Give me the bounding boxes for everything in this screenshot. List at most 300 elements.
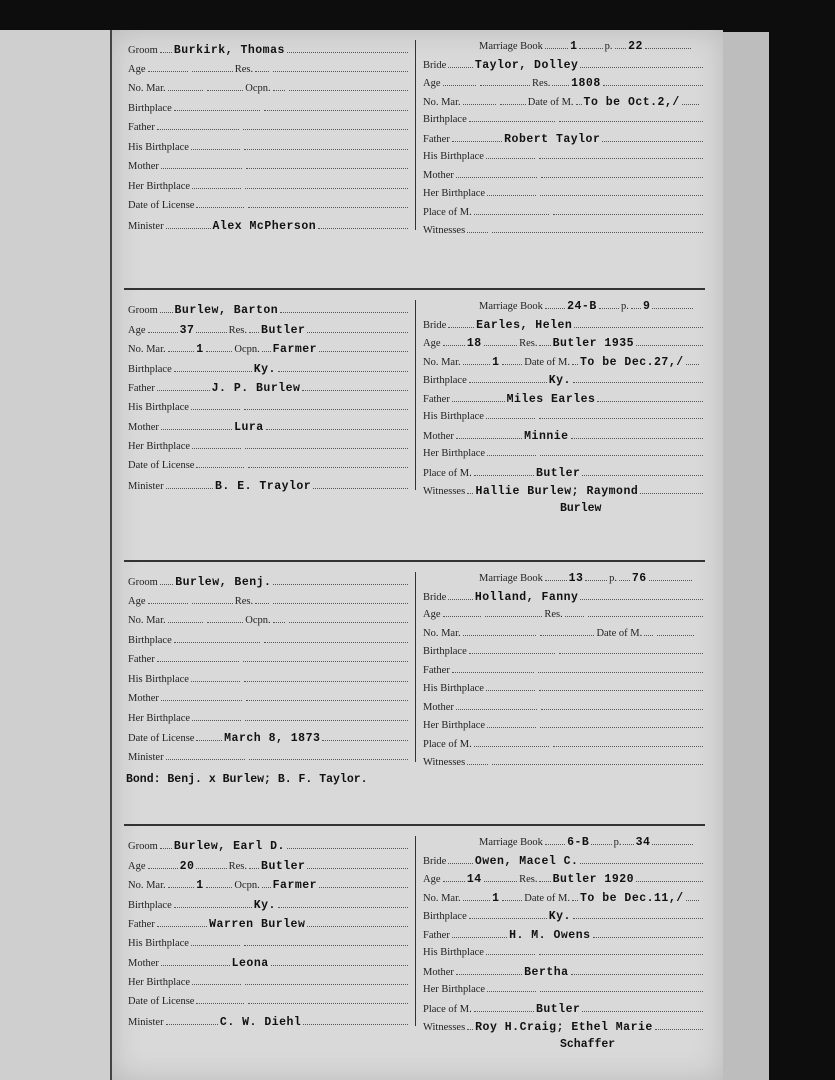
groom-mother-row bbox=[128, 693, 410, 704]
field-value: Bertha bbox=[524, 965, 569, 979]
field-label: His Birthplace bbox=[128, 401, 189, 413]
dotted-rule bbox=[243, 661, 408, 662]
dotted-rule bbox=[245, 188, 408, 189]
dotted-rule bbox=[264, 642, 408, 643]
field-label: Father bbox=[423, 929, 450, 941]
dotted-rule bbox=[574, 327, 703, 328]
dotted-rule bbox=[244, 945, 408, 946]
field-label: No. Mar. bbox=[128, 344, 166, 355]
dotted-rule bbox=[463, 635, 536, 636]
dotted-rule bbox=[623, 844, 633, 845]
dotted-rule bbox=[469, 918, 547, 919]
dotted-rule bbox=[456, 974, 522, 975]
dotted-rule bbox=[603, 85, 703, 86]
groom-father-row bbox=[128, 122, 410, 133]
dotted-rule bbox=[572, 900, 578, 901]
dotted-rule bbox=[148, 868, 178, 869]
dotted-rule bbox=[456, 177, 537, 178]
field-label: Father bbox=[423, 393, 450, 405]
minister-row bbox=[128, 220, 410, 233]
field-label: Marriage Book bbox=[479, 301, 543, 312]
dotted-rule bbox=[448, 599, 473, 600]
dotted-rule bbox=[652, 308, 693, 309]
field-value: March 8, 1873 bbox=[224, 732, 321, 745]
field-label: Birthplace bbox=[423, 375, 467, 386]
dotted-rule bbox=[452, 672, 534, 673]
field-label: Marriage Book bbox=[479, 573, 543, 584]
dotted-rule bbox=[443, 881, 465, 882]
dotted-rule bbox=[539, 881, 550, 882]
field-label: Age bbox=[423, 338, 441, 349]
dotted-rule bbox=[571, 974, 703, 975]
dotted-rule bbox=[161, 168, 242, 169]
field-value: Butler bbox=[536, 466, 581, 480]
field-value: Earles, Helen bbox=[476, 318, 573, 332]
dotted-rule bbox=[273, 603, 408, 604]
groom-his-birthplace-row bbox=[128, 938, 410, 949]
field-label: p. bbox=[613, 837, 622, 848]
field-label: Minister bbox=[128, 1016, 164, 1028]
dotted-rule bbox=[552, 85, 569, 86]
groom-mother-row bbox=[128, 421, 410, 434]
bride-father-row bbox=[423, 665, 705, 676]
groom-row bbox=[128, 44, 410, 57]
place-of-marriage-row bbox=[423, 207, 705, 218]
minister-row bbox=[128, 480, 410, 493]
field-label: Father bbox=[128, 654, 155, 665]
field-label: Date of M. bbox=[524, 356, 571, 368]
dotted-rule bbox=[588, 616, 703, 617]
groom-row bbox=[128, 840, 410, 853]
field-value: 1 bbox=[196, 879, 204, 892]
bride-her-birthplace-row bbox=[423, 188, 705, 199]
dotted-rule bbox=[448, 863, 473, 864]
dotted-rule bbox=[157, 390, 210, 391]
bride-birthplace-row bbox=[423, 114, 705, 125]
dotted-rule bbox=[174, 110, 260, 111]
bride-nomar-row bbox=[423, 96, 705, 109]
field-value: 18 bbox=[466, 337, 482, 350]
dotted-rule bbox=[469, 382, 547, 383]
field-label: Ocpn. bbox=[234, 880, 260, 891]
field-label: His Birthplace bbox=[423, 151, 484, 162]
dotted-rule bbox=[157, 129, 239, 130]
field-label: p. bbox=[609, 573, 617, 584]
bride-nomar-row bbox=[423, 892, 705, 905]
dotted-rule bbox=[157, 926, 207, 927]
field-label: Birthplace bbox=[423, 114, 467, 125]
dotted-rule bbox=[580, 67, 703, 68]
dotted-rule bbox=[599, 308, 619, 309]
dotted-rule bbox=[474, 475, 534, 476]
dotted-rule bbox=[559, 653, 703, 654]
dotted-rule bbox=[319, 351, 408, 352]
dotted-rule bbox=[168, 887, 195, 888]
groom-age-row bbox=[128, 596, 410, 607]
dotted-rule bbox=[484, 881, 517, 882]
dotted-rule bbox=[467, 232, 488, 233]
card-divider bbox=[415, 572, 416, 762]
bride-mother-row bbox=[423, 430, 705, 443]
dotted-rule bbox=[484, 345, 517, 346]
field-label: Ocpn. bbox=[245, 83, 271, 94]
dotted-rule bbox=[559, 121, 703, 122]
license-date-row bbox=[128, 460, 410, 471]
field-label: No. Mar. bbox=[423, 356, 461, 368]
dotted-rule bbox=[287, 848, 408, 849]
bride-nomar-row bbox=[423, 628, 705, 639]
field-label: Groom bbox=[128, 45, 158, 56]
dotted-rule bbox=[307, 868, 408, 869]
field-label: Age bbox=[423, 874, 441, 885]
groom-father-row bbox=[128, 654, 410, 665]
dotted-rule bbox=[161, 429, 232, 430]
marriage-book-row bbox=[479, 40, 705, 53]
dotted-rule bbox=[486, 690, 535, 691]
field-label: Her Birthplace bbox=[423, 448, 486, 459]
marriage-book-row bbox=[479, 836, 705, 849]
field-value: 24-B bbox=[567, 300, 597, 313]
dotted-rule bbox=[652, 844, 693, 845]
groom-birthplace-row bbox=[128, 635, 410, 646]
dotted-rule bbox=[191, 945, 240, 946]
field-value: 9 bbox=[642, 300, 651, 313]
dotted-rule bbox=[160, 52, 172, 53]
dotted-rule bbox=[248, 207, 408, 208]
field-label: p. bbox=[620, 301, 629, 312]
right-film-margin bbox=[723, 32, 769, 1080]
dotted-rule bbox=[148, 71, 189, 72]
dotted-rule bbox=[191, 409, 240, 410]
dotted-rule bbox=[573, 382, 703, 383]
bride-age-row bbox=[423, 337, 705, 350]
dotted-rule bbox=[500, 104, 525, 105]
dotted-rule bbox=[174, 371, 252, 372]
field-value: Ky. bbox=[253, 362, 276, 376]
groom-age-row bbox=[128, 860, 410, 873]
bride-age-row bbox=[423, 609, 705, 620]
dotted-rule bbox=[545, 580, 567, 581]
dotted-rule bbox=[287, 52, 408, 53]
bride-row bbox=[423, 591, 705, 604]
field-value: Burlew, Earl D. bbox=[173, 840, 285, 853]
bride-father-row bbox=[423, 133, 705, 146]
field-label: Her Birthplace bbox=[128, 976, 191, 988]
dotted-rule bbox=[157, 661, 239, 662]
dotted-rule bbox=[540, 727, 703, 728]
dotted-rule bbox=[463, 900, 491, 901]
bride-mother-row bbox=[423, 702, 705, 713]
field-value: 6-B bbox=[567, 836, 590, 849]
dotted-rule bbox=[278, 907, 408, 908]
field-value: Owen, Macel C. bbox=[474, 854, 579, 868]
field-value: 37 bbox=[179, 323, 195, 337]
marriage-book-row bbox=[479, 572, 705, 585]
field-label: His Birthplace bbox=[128, 141, 189, 153]
field-value: Burlew, Benj. bbox=[175, 576, 272, 589]
dotted-rule bbox=[631, 308, 641, 309]
groom-his-birthplace-row bbox=[128, 142, 410, 153]
dotted-rule bbox=[255, 71, 269, 72]
dotted-rule bbox=[487, 727, 536, 728]
dotted-rule bbox=[192, 720, 241, 721]
field-label: Groom bbox=[128, 577, 158, 588]
dotted-rule bbox=[192, 71, 233, 72]
dotted-rule bbox=[579, 48, 602, 49]
dotted-rule bbox=[245, 720, 408, 721]
dotted-rule bbox=[636, 345, 703, 346]
dotted-rule bbox=[686, 364, 700, 365]
dotted-rule bbox=[486, 954, 535, 955]
field-label: Bride bbox=[423, 319, 447, 331]
groom-his-birthplace-row bbox=[128, 674, 410, 685]
dotted-rule bbox=[452, 141, 502, 142]
field-value: Ky. bbox=[253, 898, 276, 912]
field-label: Birthplace bbox=[423, 911, 467, 922]
dotted-rule bbox=[245, 984, 408, 985]
field-value: To be Dec.27,/ bbox=[580, 355, 684, 369]
bride-his-birthplace-row bbox=[423, 683, 705, 694]
field-value: Butler bbox=[261, 859, 306, 873]
bride-mother-row bbox=[423, 966, 705, 979]
field-label: Father bbox=[423, 664, 450, 676]
dotted-rule bbox=[487, 991, 536, 992]
dotted-rule bbox=[248, 1003, 408, 1004]
bride-row bbox=[423, 319, 705, 332]
field-label: Her Birthplace bbox=[423, 188, 486, 199]
bride-row bbox=[423, 855, 705, 868]
dotted-rule bbox=[467, 493, 473, 494]
dotted-rule bbox=[168, 90, 204, 91]
field-label: Res. bbox=[519, 338, 538, 349]
dotted-rule bbox=[244, 681, 408, 682]
field-label: Bride bbox=[423, 591, 447, 603]
field-label: Date of License bbox=[128, 733, 195, 744]
field-label: Witnesses bbox=[423, 757, 466, 768]
dotted-rule bbox=[636, 881, 703, 882]
field-value: Taylor, Dolley bbox=[474, 58, 579, 72]
dotted-rule bbox=[576, 104, 582, 105]
dotted-rule bbox=[160, 848, 172, 849]
field-value: Burkirk, Thomas bbox=[173, 44, 285, 57]
dotted-rule bbox=[273, 584, 408, 585]
field-label: Father bbox=[128, 122, 155, 133]
bride-his-birthplace-row bbox=[423, 947, 705, 958]
dotted-rule bbox=[192, 188, 241, 189]
bride-birthplace-row bbox=[423, 910, 705, 923]
dotted-rule bbox=[582, 1011, 703, 1012]
field-value: Burlew, Barton bbox=[174, 304, 279, 317]
field-label: Her Birthplace bbox=[128, 440, 191, 452]
dotted-rule bbox=[448, 327, 474, 328]
dotted-rule bbox=[545, 844, 565, 845]
witnesses-continued: Burlew bbox=[560, 501, 602, 515]
field-value: Farmer bbox=[272, 879, 318, 892]
groom-mother-row bbox=[128, 161, 410, 172]
field-label: Age bbox=[128, 595, 146, 607]
field-label: Res. bbox=[228, 860, 247, 872]
dotted-rule bbox=[160, 312, 173, 313]
field-value: Roy H.Craig; Ethel Marie bbox=[475, 1021, 653, 1034]
dotted-rule bbox=[161, 965, 230, 966]
dotted-rule bbox=[580, 599, 703, 600]
dotted-rule bbox=[160, 584, 173, 585]
field-label: Groom bbox=[128, 305, 158, 316]
bride-age-row bbox=[423, 873, 705, 886]
dotted-rule bbox=[191, 681, 240, 682]
field-label: No. Mar. bbox=[128, 615, 166, 626]
field-value: Farmer bbox=[272, 343, 318, 356]
dotted-rule bbox=[196, 1003, 244, 1004]
dotted-rule bbox=[585, 580, 607, 581]
field-label: Place of M. bbox=[423, 738, 472, 750]
dotted-rule bbox=[593, 937, 704, 938]
dotted-rule bbox=[174, 642, 260, 643]
field-value: B. E. Traylor bbox=[214, 479, 312, 493]
field-label: Her Birthplace bbox=[423, 720, 486, 731]
place-of-marriage-row bbox=[423, 739, 705, 750]
bride-birthplace-row bbox=[423, 646, 705, 657]
license-date-row bbox=[128, 996, 410, 1007]
field-label: Birthplace bbox=[128, 102, 172, 114]
dotted-rule bbox=[539, 690, 703, 691]
dotted-rule bbox=[545, 308, 565, 309]
field-label: Marriage Book bbox=[479, 41, 543, 52]
dotted-rule bbox=[196, 467, 244, 468]
dotted-rule bbox=[307, 926, 408, 927]
field-value: Holland, Fanny bbox=[474, 590, 579, 604]
dotted-rule bbox=[649, 580, 692, 581]
groom-nomar-row bbox=[128, 879, 410, 892]
field-label: Her Birthplace bbox=[128, 712, 191, 724]
groom-her-birthplace-row bbox=[128, 977, 410, 988]
groom-birthplace-row bbox=[128, 363, 410, 376]
bride-age-row bbox=[423, 77, 705, 90]
dotted-rule bbox=[148, 603, 189, 604]
dotted-rule bbox=[307, 332, 408, 333]
dotted-rule bbox=[303, 1024, 408, 1025]
field-label: Witnesses bbox=[423, 1022, 466, 1033]
field-label: Witnesses bbox=[423, 486, 466, 497]
field-label: His Birthplace bbox=[128, 673, 189, 685]
field-label: Age bbox=[423, 78, 441, 89]
dotted-rule bbox=[168, 622, 204, 623]
dotted-rule bbox=[480, 85, 530, 86]
field-label: Mother bbox=[128, 693, 159, 704]
dotted-rule bbox=[443, 616, 481, 617]
groom-father-row bbox=[128, 382, 410, 395]
dotted-rule bbox=[313, 488, 408, 489]
dotted-rule bbox=[538, 672, 703, 673]
field-label: Age bbox=[128, 860, 146, 872]
field-label: Mother bbox=[128, 958, 159, 969]
field-label: Bride bbox=[423, 59, 447, 71]
field-value: 22 bbox=[628, 40, 643, 53]
dotted-rule bbox=[597, 401, 703, 402]
field-value: Robert Taylor bbox=[504, 132, 601, 146]
dotted-rule bbox=[148, 332, 178, 333]
field-value: C. W. Diehl bbox=[219, 1015, 302, 1029]
field-label: No. Mar. bbox=[423, 892, 461, 904]
witnesses-row bbox=[423, 1021, 705, 1034]
dotted-rule bbox=[196, 868, 226, 869]
bride-mother-row bbox=[423, 170, 705, 181]
dotted-rule bbox=[245, 448, 408, 449]
dotted-rule bbox=[319, 887, 408, 888]
dotted-rule bbox=[463, 104, 497, 105]
groom-nomar-row bbox=[128, 83, 410, 94]
field-label: Mother bbox=[423, 966, 454, 978]
dotted-rule bbox=[539, 345, 550, 346]
dotted-rule bbox=[262, 351, 271, 352]
field-label: Place of M. bbox=[423, 1003, 472, 1015]
groom-her-birthplace-row bbox=[128, 441, 410, 452]
dotted-rule bbox=[168, 351, 195, 352]
field-label: Marriage Book bbox=[479, 837, 543, 848]
field-label: Her Birthplace bbox=[423, 984, 486, 995]
field-value: Hallie Burlew; Raymond bbox=[475, 485, 639, 498]
field-value: 1808 bbox=[571, 77, 601, 90]
dotted-rule bbox=[207, 622, 243, 623]
dotted-rule bbox=[443, 345, 465, 346]
dotted-rule bbox=[657, 635, 694, 636]
dotted-rule bbox=[686, 900, 700, 901]
field-label: Mother bbox=[423, 169, 454, 181]
field-value: J. P. Burlew bbox=[211, 382, 301, 395]
dotted-rule bbox=[244, 409, 408, 410]
field-value: Butler 1920 bbox=[552, 873, 635, 886]
dotted-rule bbox=[206, 351, 233, 352]
dotted-rule bbox=[161, 700, 242, 701]
field-label: Mother bbox=[423, 430, 454, 442]
field-label: Age bbox=[423, 609, 441, 620]
dotted-rule bbox=[580, 863, 703, 864]
dotted-rule bbox=[487, 195, 536, 196]
groom-nomar-row bbox=[128, 615, 410, 626]
dotted-rule bbox=[540, 991, 703, 992]
dotted-rule bbox=[262, 887, 271, 888]
field-label: Mother bbox=[128, 422, 159, 433]
field-label: His Birthplace bbox=[423, 411, 484, 422]
dotted-rule bbox=[540, 635, 595, 636]
dotted-rule bbox=[467, 764, 488, 765]
dotted-rule bbox=[553, 214, 703, 215]
bride-father-row bbox=[423, 929, 705, 942]
dotted-rule bbox=[572, 364, 578, 365]
field-label: Res. bbox=[519, 874, 538, 885]
dotted-rule bbox=[266, 429, 408, 430]
dotted-rule bbox=[456, 438, 522, 439]
dotted-rule bbox=[615, 48, 627, 49]
field-value: 1 bbox=[196, 343, 204, 356]
dotted-rule bbox=[474, 1011, 534, 1012]
dotted-rule bbox=[452, 937, 507, 938]
field-label: Date of License bbox=[128, 996, 195, 1007]
field-value: Miles Earles bbox=[506, 392, 596, 406]
field-label: His Birthplace bbox=[128, 937, 189, 949]
dotted-rule bbox=[249, 868, 259, 869]
field-value: H. M. Owens bbox=[509, 928, 591, 942]
dotted-rule bbox=[249, 332, 259, 333]
dotted-rule bbox=[255, 603, 269, 604]
dotted-rule bbox=[591, 844, 611, 845]
field-label: His Birthplace bbox=[423, 683, 484, 694]
field-label: Bride bbox=[423, 855, 447, 867]
dotted-rule bbox=[571, 438, 703, 439]
groom-his-birthplace-row bbox=[128, 402, 410, 413]
groom-row bbox=[128, 304, 410, 317]
dotted-rule bbox=[640, 493, 703, 494]
